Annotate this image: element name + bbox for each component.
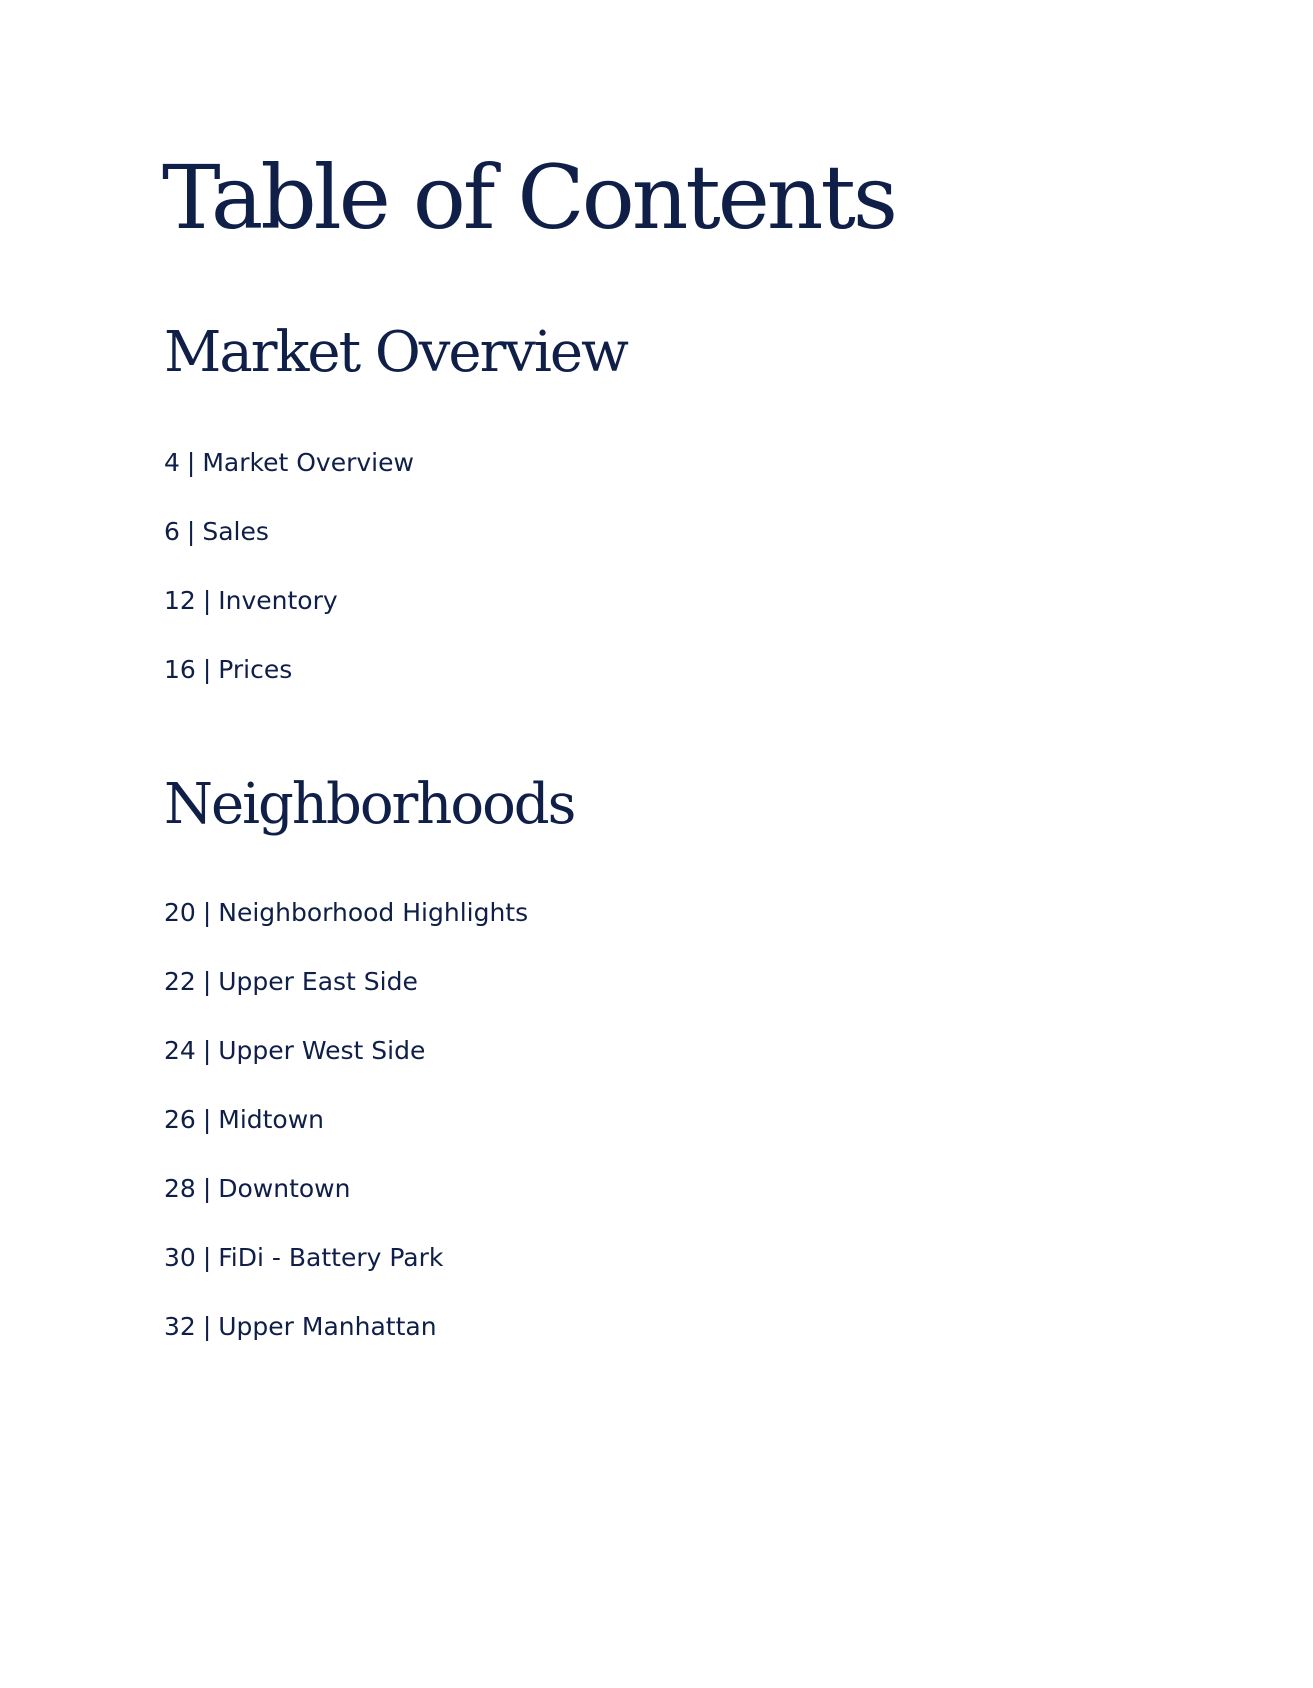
entry-page-number: 26 (164, 1105, 196, 1134)
entry-label: Upper Manhattan (218, 1312, 437, 1341)
entry-label: Inventory (218, 586, 338, 615)
toc-entry[interactable] (164, 898, 528, 967)
toc-entry[interactable] (164, 1243, 528, 1312)
entry-separator: | (202, 967, 212, 996)
entry-separator: | (202, 1243, 212, 1272)
entry-page-number: 28 (164, 1174, 196, 1203)
entry-separator: | (202, 898, 212, 927)
toc-entry-list (164, 448, 414, 724)
toc-entry[interactable] (164, 586, 414, 655)
entry-label: Upper East Side (218, 967, 418, 996)
entry-label: FiDi - Battery Park (218, 1243, 444, 1272)
toc-entry-list (164, 898, 528, 1381)
entry-page-number: 30 (164, 1243, 196, 1272)
entry-separator: | (202, 1105, 212, 1134)
entry-page-number: 20 (164, 898, 196, 927)
entry-label: Upper West Side (218, 1036, 426, 1065)
section-heading: Neighborhoods (164, 772, 575, 837)
toc-entry[interactable] (164, 517, 414, 586)
entry-label: Market Overview (202, 448, 414, 477)
entry-label: Neighborhood Highlights (218, 898, 529, 927)
entry-separator: | (202, 1312, 212, 1341)
entry-page-number: 24 (164, 1036, 196, 1065)
section-neighborhoods (164, 770, 1164, 1341)
toc-entry[interactable] (164, 1312, 528, 1381)
entry-label: Downtown (218, 1174, 351, 1203)
entry-page-number: 4 (164, 448, 180, 477)
entry-separator: | (186, 517, 196, 546)
toc-entry[interactable] (164, 448, 414, 517)
entry-separator: | (202, 1036, 212, 1065)
toc-entry[interactable] (164, 967, 528, 1036)
section-heading: Market Overview (164, 320, 627, 385)
toc-entry[interactable] (164, 1105, 528, 1174)
toc-entry[interactable] (164, 1036, 528, 1105)
entry-label: Prices (218, 655, 293, 684)
page-title: Table of Contents (162, 146, 896, 249)
entry-page-number: 22 (164, 967, 196, 996)
entry-separator: | (202, 655, 212, 684)
entry-label: Sales (202, 517, 269, 546)
entry-page-number: 16 (164, 655, 196, 684)
entry-page-number: 32 (164, 1312, 196, 1341)
entry-label: Midtown (218, 1105, 325, 1134)
section-market-overview (164, 318, 1164, 684)
entry-separator: | (186, 448, 196, 477)
entry-separator: | (202, 1174, 212, 1203)
entry-separator: | (202, 586, 212, 615)
entry-page-number: 6 (164, 517, 180, 546)
toc-entry[interactable] (164, 655, 414, 724)
entry-page-number: 12 (164, 586, 196, 615)
toc-entry[interactable] (164, 1174, 528, 1243)
